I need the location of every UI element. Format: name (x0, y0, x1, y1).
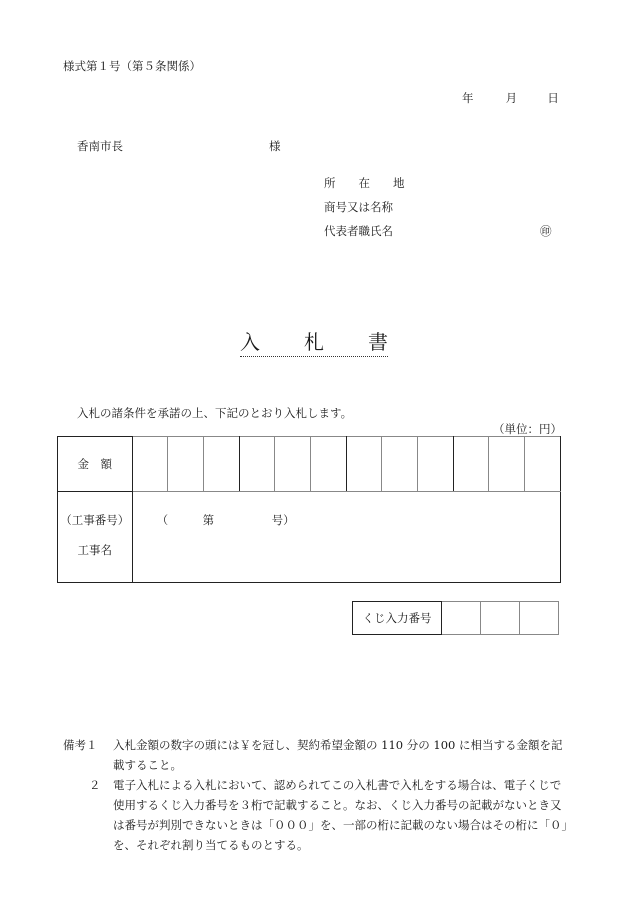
kuji-digit-cell[interactable] (520, 602, 559, 635)
date-line (462, 90, 559, 106)
kuji-label: くじ入力番号 (353, 602, 442, 635)
amount-digit-cell[interactable] (346, 437, 382, 492)
note-number: ２ (89, 778, 101, 792)
note-text: 電子入札による入札において、認められてこの入札書で入札をする場合は、電子くじで使用するくじ入力番号を３桁で記載すること。なお、くじ入力番号の記載がないとき又は番号が判別できないときは「０００」を、一部の桁に記載のない場合はその桁に「０」を、それぞれ割り当てるものとする。 (113, 778, 568, 852)
project-label-cell (58, 492, 133, 583)
project-no-label: （工事番号） (60, 513, 130, 527)
representative-label: 代表者職氏名 (324, 224, 393, 238)
company-label: 商号又は名称 (324, 200, 393, 214)
project-no-value: （ 第 号） (156, 513, 295, 527)
amount-digit-cell[interactable] (525, 437, 561, 492)
kuji-table (352, 601, 559, 635)
project-name-label: 工事名 (77, 543, 113, 557)
addressee-name: 香南市長 (77, 139, 123, 153)
form-id: 様式第１号（第５条関係） (63, 59, 201, 73)
amount-digit-cell[interactable] (239, 437, 275, 492)
bid-table (57, 436, 561, 583)
amount-digit-cell[interactable] (311, 437, 347, 492)
amount-row (58, 437, 561, 492)
date-year: 年 (462, 91, 474, 105)
unit-label: （単位：円） (493, 422, 562, 436)
note-item (63, 775, 568, 855)
date-day: 日 (547, 91, 559, 105)
seal-mark: ㊞ (540, 224, 552, 238)
document-title (240, 326, 388, 357)
amount-digit-cell[interactable] (453, 437, 489, 492)
amount-digit-cell[interactable] (275, 437, 311, 492)
title-char: 札 (304, 330, 324, 354)
amount-digit-cell[interactable] (203, 437, 239, 492)
amount-digit-cell[interactable] (132, 437, 168, 492)
notes (63, 735, 568, 855)
intro-text: 入札の諸条件を承諾の上、下記のとおり入札します。 (77, 406, 353, 420)
amount-digit-cell[interactable] (489, 437, 525, 492)
address-label: 所 在 地 (324, 176, 405, 190)
project-value-cell[interactable] (132, 492, 560, 583)
amount-digit-cell[interactable] (382, 437, 418, 492)
addressee-honorific: 様 (269, 139, 281, 153)
title-char: 入 (240, 330, 260, 354)
date-month: 月 (505, 91, 518, 105)
project-row (58, 492, 561, 583)
kuji-digit-cell[interactable] (442, 602, 481, 635)
title-char: 書 (368, 330, 388, 354)
note-text: 入札金額の数字の頭には￥を冠し、契約希望金額の 110 分の 100 に相当する金額を記載すること。 (113, 738, 563, 772)
note-item (63, 735, 568, 775)
amount-digit-cell[interactable] (418, 437, 454, 492)
amount-label: 金 額 (58, 437, 133, 492)
kuji-digit-cell[interactable] (481, 602, 520, 635)
amount-digit-cell[interactable] (168, 437, 204, 492)
note-number: 備考１ (63, 738, 98, 752)
